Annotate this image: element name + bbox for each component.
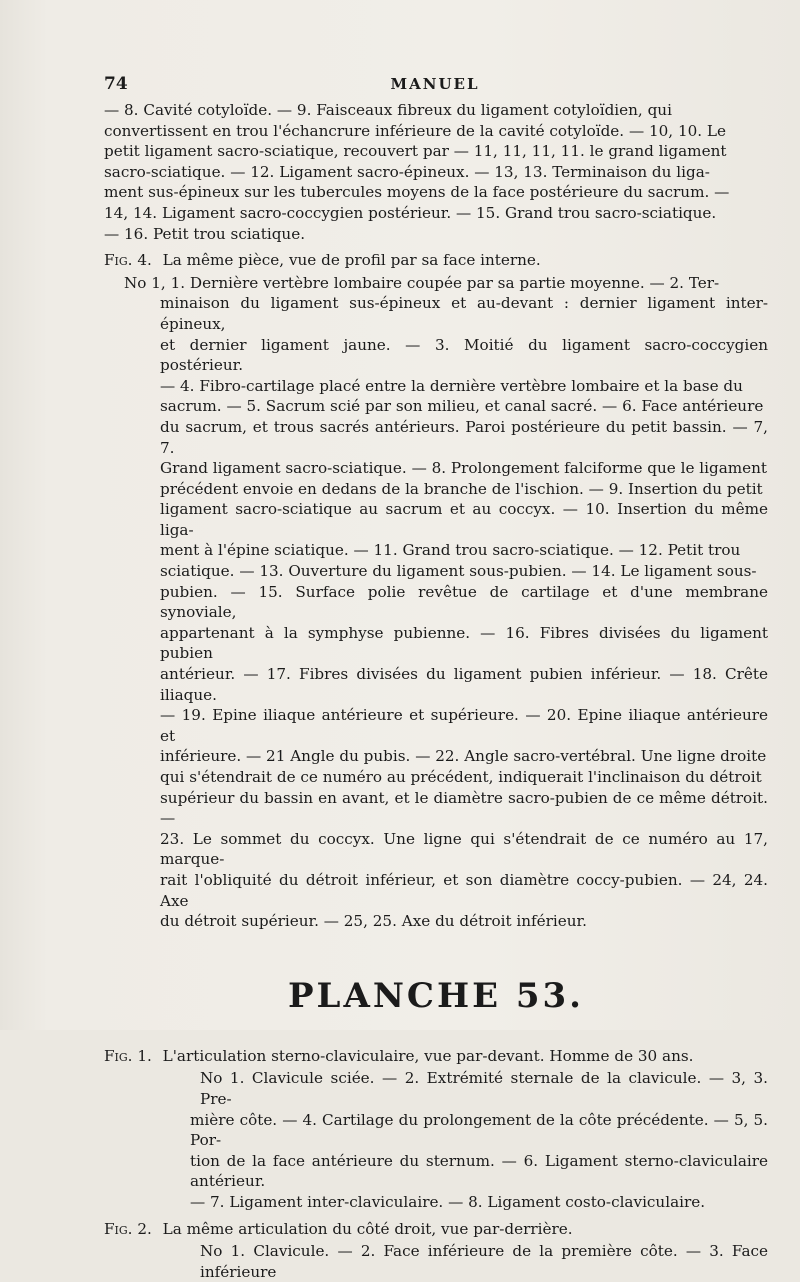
text-line: petit ligament sacro-sciatique, recouvert par — 11, 11, 11, 11. le grand ligament [104, 142, 727, 161]
text-line: sacro-sciatique. — 12. Ligament sacro-épineux. — 13, 13. Terminaison du liga- [104, 162, 710, 181]
text-line: appartenant à la symphyse pubienne. — 16. Fibres divisées du ligament pubien [160, 623, 768, 663]
page-body [104, 100, 768, 1282]
text-line: — 16. Petit trou sciatique. [104, 224, 306, 243]
text-line: antérieur. — 17. Fibres divisées du ligament pubien inférieur. — 18. Crête iliaque. [160, 665, 768, 704]
text-line: Grand ligament sacro-sciatique. — 8. Prolongement falciforme que le ligament [160, 459, 768, 478]
fig2-title: La même articulation du côté droit, vue par-derrière. [162, 1219, 573, 1238]
text-line: inférieure. — 21 Angle du pubis. — 22. Angle sacro-vertébral. Une ligne droite [160, 747, 767, 766]
plate-title: PLANCHE 53. [287, 975, 585, 1016]
text-line: tion de la face antérieure du sternum. — 6. Ligament sterno-claviculaire antérieur. [190, 1151, 768, 1191]
fig1-title: L'articulation sterno-claviculaire, vue par-devant. Homme de 30 ans. [162, 1046, 694, 1065]
text-line: sciatique. — 13. Ouverture du ligament sous-pubien. — 14. Le ligament sous- [160, 562, 757, 581]
text-line: mière côte. — 4. Cartilage du prolongement de la côte précédente. — 5, 5. Por- [190, 1110, 768, 1150]
fig2-heading [104, 1219, 768, 1240]
fig4-title: La même pièce, vue de profil par sa face interne. [162, 251, 541, 270]
page-number: 74 [104, 74, 128, 94]
fig1-label: Fig. 1. [104, 1046, 152, 1065]
text-line: 23. Le sommet du coccyx. Une ligne qui s'étendrait de ce numéro au 17, marque- [160, 829, 768, 869]
text-line: et dernier ligament jaune. — 3. Moitié du ligament sacro-coccygien postérieur. [160, 335, 768, 375]
text-line: minaison du ligament sus-épineux et au-devant : dernier ligament inter-épineux, [160, 294, 768, 333]
text-line: No 1. Clavicule. — 2. Face inférieure de la première côte. — 3. Face inférieure [200, 1242, 768, 1281]
text-line: — 19. Epine iliaque antérieure et supérieure. — 20. Epine iliaque antérieure et [160, 706, 768, 745]
running-head: MANUEL [390, 75, 480, 93]
text-line: précédent envoie en dedans de la branche de l'ischion. — 9. Insertion du petit [160, 479, 763, 498]
text-line: No 1. Clavicule sciée. — 2. Extrémité sternale de la clavicule. — 3, 3. Pre- [200, 1069, 768, 1108]
page-header [104, 74, 766, 96]
fig1-legend [104, 1068, 768, 1212]
text-line: convertissent en trou l'échancrure inférieure de la cavité cotyloïde. — 10, 10. Le [104, 121, 726, 140]
fig4-heading [104, 250, 768, 271]
text-line: supérieur du bassin en avant, et le diamètre sacro-pubien de ce même détroit. — [160, 788, 768, 828]
block1-paragraph [104, 100, 768, 244]
text-line: 14, 14. Ligament sacro-coccygien postérieur. — 15. Grand trou sacro-sciatique. [104, 203, 717, 222]
text-line: pubien. — 15. Surface polie revêtue de cartilage et d'une membrane synoviale, [160, 582, 768, 622]
text-line: ment sus-épineux sur les tubercules moyens de la face postérieure du sacrum. — [104, 183, 730, 202]
fig4-label: Fig. 4. [104, 251, 152, 270]
text-line: rait l'obliquité du détroit inférieur, et son diamètre coccy-pubien. — 24, 24. Axe [160, 870, 768, 910]
text-line: du sacrum, et trous sacrés antérieurs. Paroi postérieure du petit bassin. — 7, 7. [160, 417, 768, 457]
text-line: du détroit supérieur. — 25, 25. Axe du détroit inférieur. [160, 912, 587, 931]
text-line: No 1, 1. Dernière vertèbre lombaire coupée par sa partie moyenne. — 2. Ter- [124, 273, 720, 292]
text-line: — 4. Fibro-cartilage placé entre la dernière vertèbre lombaire et la base du [160, 376, 743, 395]
fig4-legend [104, 273, 768, 932]
text-line: sacrum. — 5. Sacrum scié par son milieu, et canal sacré. — 6. Face antérieure [160, 397, 764, 416]
fig2-legend [104, 1241, 768, 1282]
fig1-heading [104, 1046, 768, 1067]
fig2-label: Fig. 2. [104, 1219, 152, 1238]
text-line: qui s'étendrait de ce numéro au précédent, indiquerait l'inclinaison du détroit [160, 768, 762, 786]
text-line: — 7. Ligament inter-claviculaire. — 8. Ligament costo-claviculaire. [190, 1192, 706, 1211]
text-line: ment à l'épine sciatique. — 11. Grand trou sacro-sciatique. — 12. Petit trou [160, 541, 741, 560]
text-line: ligament sacro-sciatique au sacrum et au coccyx. — 10. Insertion du même liga- [160, 500, 768, 539]
text-line: — 8. Cavité cotyloïde. — 9. Faisceaux fibreux du ligament cotyloïdien, qui [104, 101, 672, 119]
